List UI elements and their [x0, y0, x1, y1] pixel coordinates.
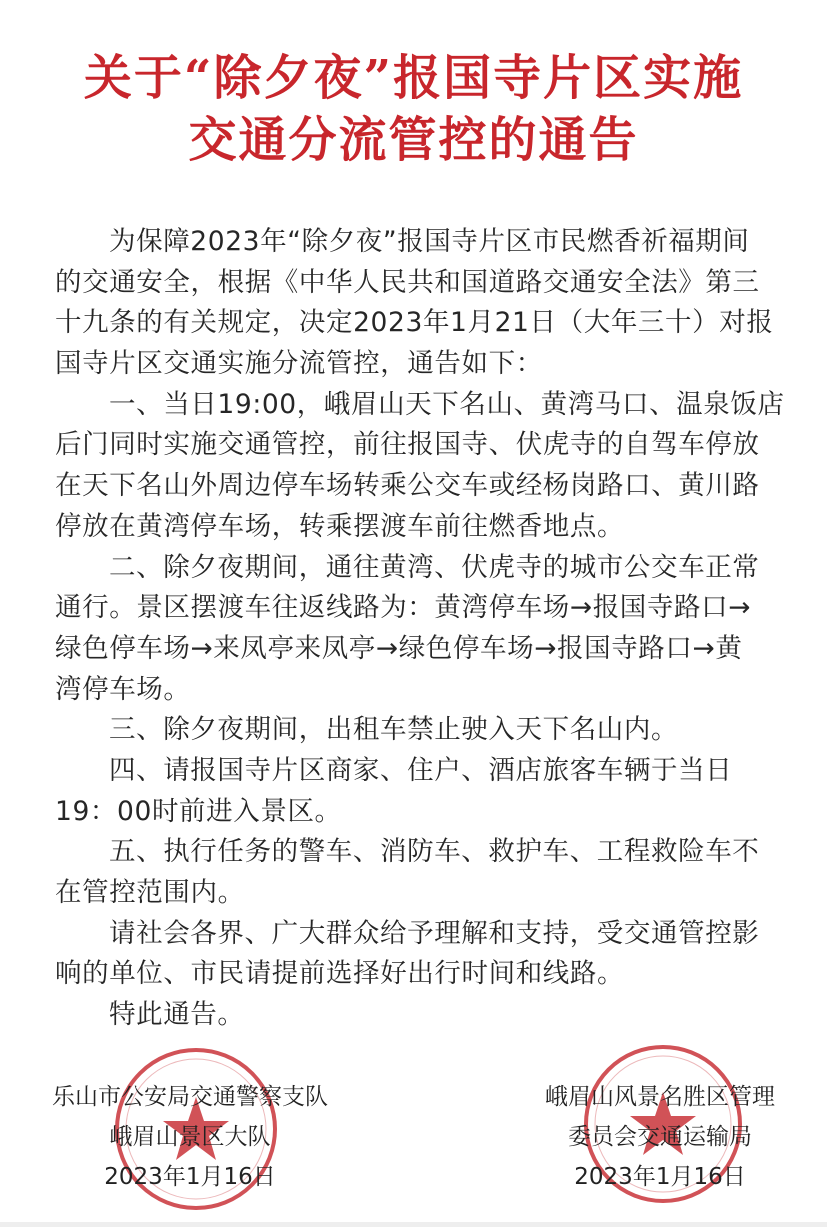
body-line: 一、当日19:00，峨眉山天下名山、黄湾马口、温泉饭店 [109, 388, 785, 420]
signature-left [40, 1077, 340, 1197]
signature-right-org: 峨眉山风景名胜区管理 [545, 1084, 775, 1110]
body-line: 湾停车场。 [55, 673, 191, 705]
body-line: 的交通安全，根据《中华人民共和国道路交通安全法》第三 [55, 266, 760, 298]
body-line: 停放在黄湾停车场，转乘摆渡车前往燃香地点。 [55, 510, 625, 542]
notice-body [55, 222, 785, 1036]
body-line: 二、除夕夜期间，通往黄湾、伏虎寺的城市公交车正常 [109, 551, 760, 583]
body-line: 在天下名山外周边停车场转乘公交车或经杨岗路口、黄川路 [55, 470, 760, 502]
signature-right-date: 2023年1月16日 [574, 1164, 746, 1190]
signature-right-unit: 委员会交通运输局 [568, 1124, 752, 1150]
body-line: 特此通告。 [109, 999, 245, 1031]
body-line: 19：00时前进入景区。 [55, 795, 342, 827]
notice-title-line-2: 交通分流管控的通告 [188, 112, 639, 168]
body-line: 请社会各界、广大群众给予理解和支持，受交通管控影 [109, 917, 760, 949]
signature-left-org: 乐山市公安局交通警察支队 [52, 1084, 328, 1110]
body-line: 为保障2023年“除夕夜”报国寺片区市民燃香祈福期间 [109, 226, 750, 257]
body-line: 五、执行任务的警车、消防车、救护车、工程救险车不 [109, 836, 760, 868]
body-line: 后门同时实施交通管控，前往报国寺、伏虎寺的自驾车停放 [55, 429, 760, 461]
notice-title-line-1: 关于“除夕夜”报国寺片区实施 [83, 50, 744, 106]
body-line: 国寺片区交通实施分流管控，通告如下： [55, 348, 543, 380]
signature-left-unit: 峨眉山景区大队 [109, 1124, 271, 1150]
body-line: 绿色停车场→来凤亭来凤亭→绿色停车场→报国寺路口→黄 [55, 632, 743, 664]
body-line: 通行。景区摆渡车往返线路为：黄湾停车场→报国寺路口→ [55, 592, 752, 624]
body-line: 三、除夕夜期间，出租车禁止驶入天下名山内。 [109, 714, 679, 746]
body-line: 四、请报国寺片区商家、住户、酒店旅客车辆于当日 [109, 754, 733, 786]
body-line: 在管控范围内。 [55, 877, 245, 908]
signature-right [510, 1077, 810, 1197]
body-line: 响的单位、市民请提前选择好出行时间和线路。 [55, 958, 625, 990]
body-line: 十九条的有关规定，决定2023年1月21日（大年三十）对报 [55, 307, 774, 339]
signature-left-date: 2023年1月16日 [104, 1164, 276, 1190]
bottom-edge [0, 1222, 827, 1227]
